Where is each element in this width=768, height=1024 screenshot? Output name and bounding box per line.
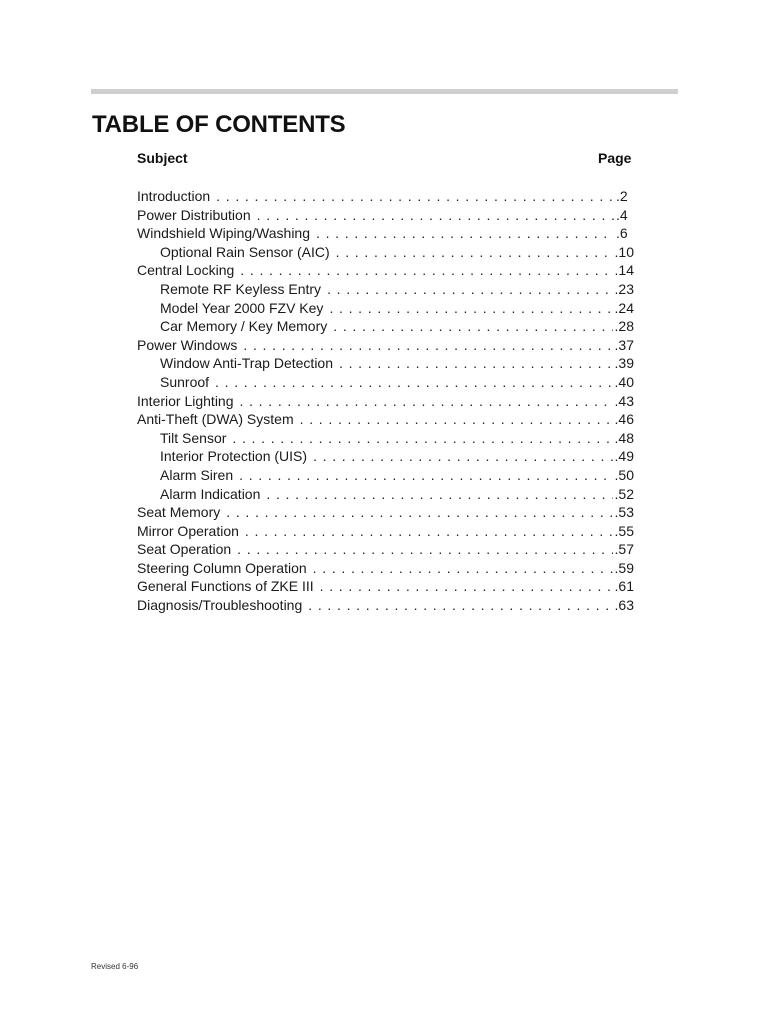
- toc-entry[interactable]: [137, 577, 634, 596]
- toc-entry-page-number: .14: [614, 262, 634, 279]
- toc-entry[interactable]: [137, 466, 634, 485]
- toc-entry[interactable]: [137, 317, 634, 336]
- toc-entry-label: Alarm Indication: [160, 485, 261, 502]
- toc-entry-page-number: .24: [614, 299, 634, 316]
- toc-entry-label: Introduction: [137, 188, 211, 204]
- toc-entry-page-number: .53: [614, 504, 634, 521]
- toc-entry-label: Interior Protection (UIS): [160, 448, 308, 465]
- toc-entry-page-number: .46: [614, 411, 634, 428]
- toc-entry-page-number: .49: [614, 448, 634, 465]
- dot-leader: [266, 485, 612, 504]
- toc-entry-label: Anti-Theft (DWA) System: [137, 411, 294, 428]
- toc-entry[interactable]: [137, 206, 634, 225]
- toc-entry[interactable]: [137, 447, 634, 466]
- toc-entry-label: Windshield Wiping/Washing: [137, 225, 310, 242]
- toc-entry[interactable]: [137, 429, 634, 448]
- toc-entry-page-number: .57: [614, 541, 634, 558]
- dot-leader: [232, 429, 612, 448]
- dot-leader: [336, 243, 613, 262]
- toc-entry[interactable]: [137, 485, 634, 504]
- dot-leader: [313, 447, 612, 466]
- toc-entry-label: General Functions of ZKE III: [137, 578, 314, 595]
- dot-leader: [300, 410, 613, 429]
- dot-leader: [316, 224, 614, 243]
- dot-leader: [240, 261, 612, 280]
- toc-entry-page-number: .23: [614, 280, 634, 297]
- toc-entry-page-number: .50: [614, 466, 634, 483]
- toc-entry[interactable]: [137, 354, 634, 373]
- toc-entry-label: Tilt Sensor: [160, 429, 227, 446]
- dot-leader: [245, 522, 613, 541]
- toc-list: [137, 187, 634, 615]
- dot-leader: [226, 503, 612, 522]
- toc-entry-label: Remote RF Keyless Entry: [160, 280, 322, 297]
- toc-entry[interactable]: [137, 243, 634, 262]
- dot-leader: [257, 206, 614, 225]
- toc-entry-label: Optional Rain Sensor (AIC): [160, 243, 330, 260]
- toc-entry[interactable]: [137, 336, 634, 355]
- dot-leader: [327, 280, 612, 299]
- toc-entry[interactable]: [137, 280, 634, 299]
- dot-leader: [329, 299, 612, 318]
- revision-note: Revised 6-96: [91, 962, 139, 971]
- dot-leader: [216, 187, 614, 206]
- dot-leader: [308, 596, 612, 615]
- dot-leader: [243, 336, 612, 355]
- toc-entry-label: Sunroof: [160, 373, 210, 390]
- toc-entry-page-number: .63: [614, 597, 634, 614]
- toc-entry[interactable]: [137, 522, 634, 541]
- toc-entry-label: Power Windows: [137, 336, 238, 353]
- toc-entry[interactable]: [137, 503, 634, 522]
- toc-entry-page-number: .6: [616, 225, 628, 242]
- toc-entry-label: Power Distribution: [137, 206, 251, 223]
- toc-entry-label: Model Year 2000 FZV Key: [160, 299, 324, 316]
- toc-entry-page-number: .59: [614, 559, 634, 576]
- toc-entry-label: Central Locking: [137, 262, 235, 279]
- toc-entry[interactable]: [137, 559, 634, 578]
- toc-entry-label: Window Anti-Trap Detection: [160, 355, 333, 372]
- toc-entry[interactable]: [137, 540, 634, 559]
- toc-entry-label: Seat Memory: [137, 504, 221, 521]
- toc-entry-page-number: .10: [614, 243, 634, 260]
- toc-entry-page-number: .52: [614, 485, 634, 502]
- toc-entry-label: Diagnosis/Troubleshooting: [137, 597, 303, 614]
- dot-leader: [237, 540, 612, 559]
- dot-leader: [313, 559, 613, 578]
- toc-entry-page-number: .2: [616, 188, 628, 204]
- toc-entry[interactable]: [137, 299, 634, 318]
- toc-entry[interactable]: [137, 410, 634, 429]
- dot-leader: [339, 354, 613, 373]
- dot-leader: [333, 317, 612, 336]
- toc-entry-page-number: .39: [614, 355, 634, 372]
- toc-entry-page-number: .28: [614, 318, 634, 335]
- toc-entry[interactable]: [137, 392, 634, 411]
- toc-entry-label: Interior Lighting: [137, 392, 234, 409]
- toc-entry-label: Car Memory / Key Memory: [160, 318, 328, 335]
- toc-entry-page-number: .43: [614, 392, 634, 409]
- toc-entry-label: Steering Column Operation: [137, 559, 307, 576]
- toc-entry-label: Alarm Siren: [160, 466, 234, 483]
- subject-column-header: Subject: [137, 150, 188, 166]
- dot-leader: [215, 373, 612, 392]
- page-title: TABLE OF CONTENTS: [92, 111, 346, 138]
- toc-entry-page-number: .55: [614, 522, 634, 539]
- toc-entry-page-number: .40: [614, 373, 634, 390]
- toc-entry-page-number: .4: [616, 206, 628, 223]
- dot-leader: [240, 392, 613, 411]
- toc-entry[interactable]: [137, 596, 634, 615]
- toc-entry[interactable]: [137, 187, 634, 206]
- toc-entry-label: Seat Operation: [137, 541, 232, 558]
- toc-entry[interactable]: [137, 261, 634, 280]
- toc-entry-label: Mirror Operation: [137, 522, 239, 539]
- toc-entry-page-number: .61: [614, 578, 634, 595]
- toc-entry-page-number: .48: [614, 429, 634, 446]
- dot-leader: [239, 466, 612, 485]
- top-rule-divider: [91, 89, 678, 94]
- page-column-header: Page: [598, 150, 632, 166]
- toc-entry[interactable]: [137, 373, 634, 392]
- toc-entry[interactable]: [137, 224, 634, 243]
- toc-entry-page-number: .37: [614, 336, 634, 353]
- dot-leader: [320, 577, 613, 596]
